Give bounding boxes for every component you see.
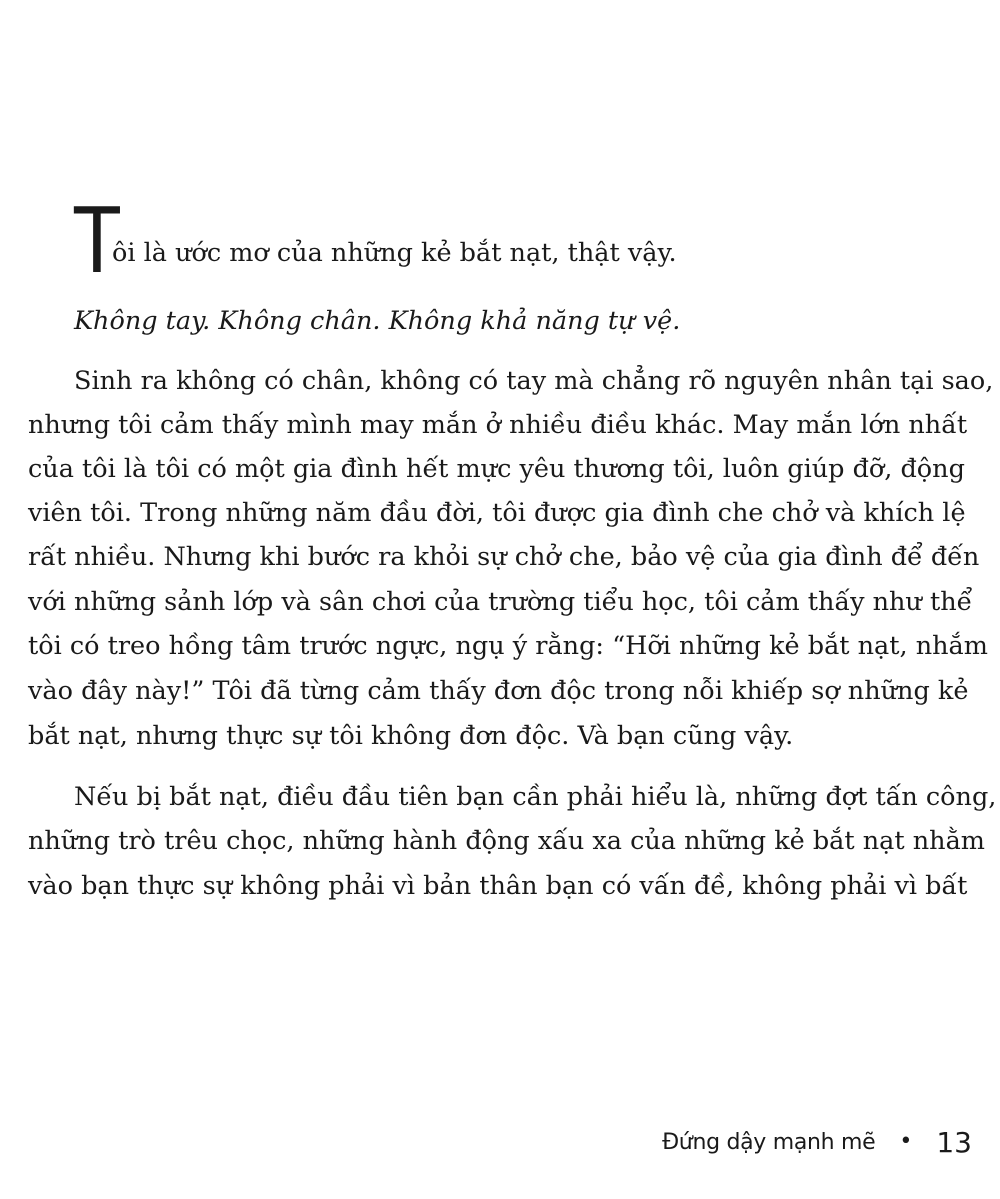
paragraph-line: Sinh ra không có chân, không có tay mà chẳng rõ nguyên nhân tại sao,	[74, 366, 994, 396]
paragraph-line: vào đây này!” Tôi đã từng cảm thấy đơn độc trong nỗi khiếp sợ những kẻ	[28, 676, 969, 706]
paragraph-line: vào bạn thực sự không phải vì bản thân bạn có vấn đề, không phải vì bất	[28, 871, 968, 901]
paragraph-line: viên tôi. Trong những năm đầu đời, tôi được gia đình che chở và khích lệ	[28, 498, 966, 528]
paragraph-line: tôi có treo hồng tâm trước ngực, ngụ ý rằng: “Hỡi những kẻ bắt nạt, nhắm	[28, 631, 988, 661]
paragraph-line: những trò trêu chọc, những hành động xấu xa của những kẻ bắt nạt nhằm	[28, 826, 985, 856]
opening-sentence: ôi là ước mơ của những kẻ bắt nạt, thật vậy.	[112, 238, 677, 268]
opening-line	[72, 186, 952, 293]
page-footer	[662, 1122, 972, 1162]
paragraph-line: với những sảnh lớp và sân chơi của trường tiểu học, tôi cảm thấy như thể	[28, 587, 973, 617]
footer-separator: •	[899, 1129, 913, 1154]
paragraph-line: rất nhiều. Nhưng khi bước ra khỏi sự chở che, bảo vệ của gia đình để đến	[28, 542, 980, 572]
page-number: 13	[936, 1125, 972, 1159]
drop-cap: T	[72, 186, 122, 293]
paragraph-line: Nếu bị bắt nạt, điều đầu tiên bạn cần phải hiểu là, những đợt tấn công,	[74, 782, 997, 812]
italic-subtitle: Không tay. Không chân. Không khả năng tự vệ.	[74, 306, 681, 336]
paragraph-line: của tôi là tôi có một gia đình hết mực yêu thương tôi, luôn giúp đỡ, động	[28, 454, 965, 484]
running-title: Đứng dậy mạnh mẽ	[662, 1129, 876, 1155]
paragraph-line: bắt nạt, nhưng thực sự tôi không đơn độc. Và bạn cũng vậy.	[28, 721, 794, 751]
paragraph-line: nhưng tôi cảm thấy mình may mắn ở nhiều điều khác. May mắn lớn nhất	[28, 410, 968, 440]
